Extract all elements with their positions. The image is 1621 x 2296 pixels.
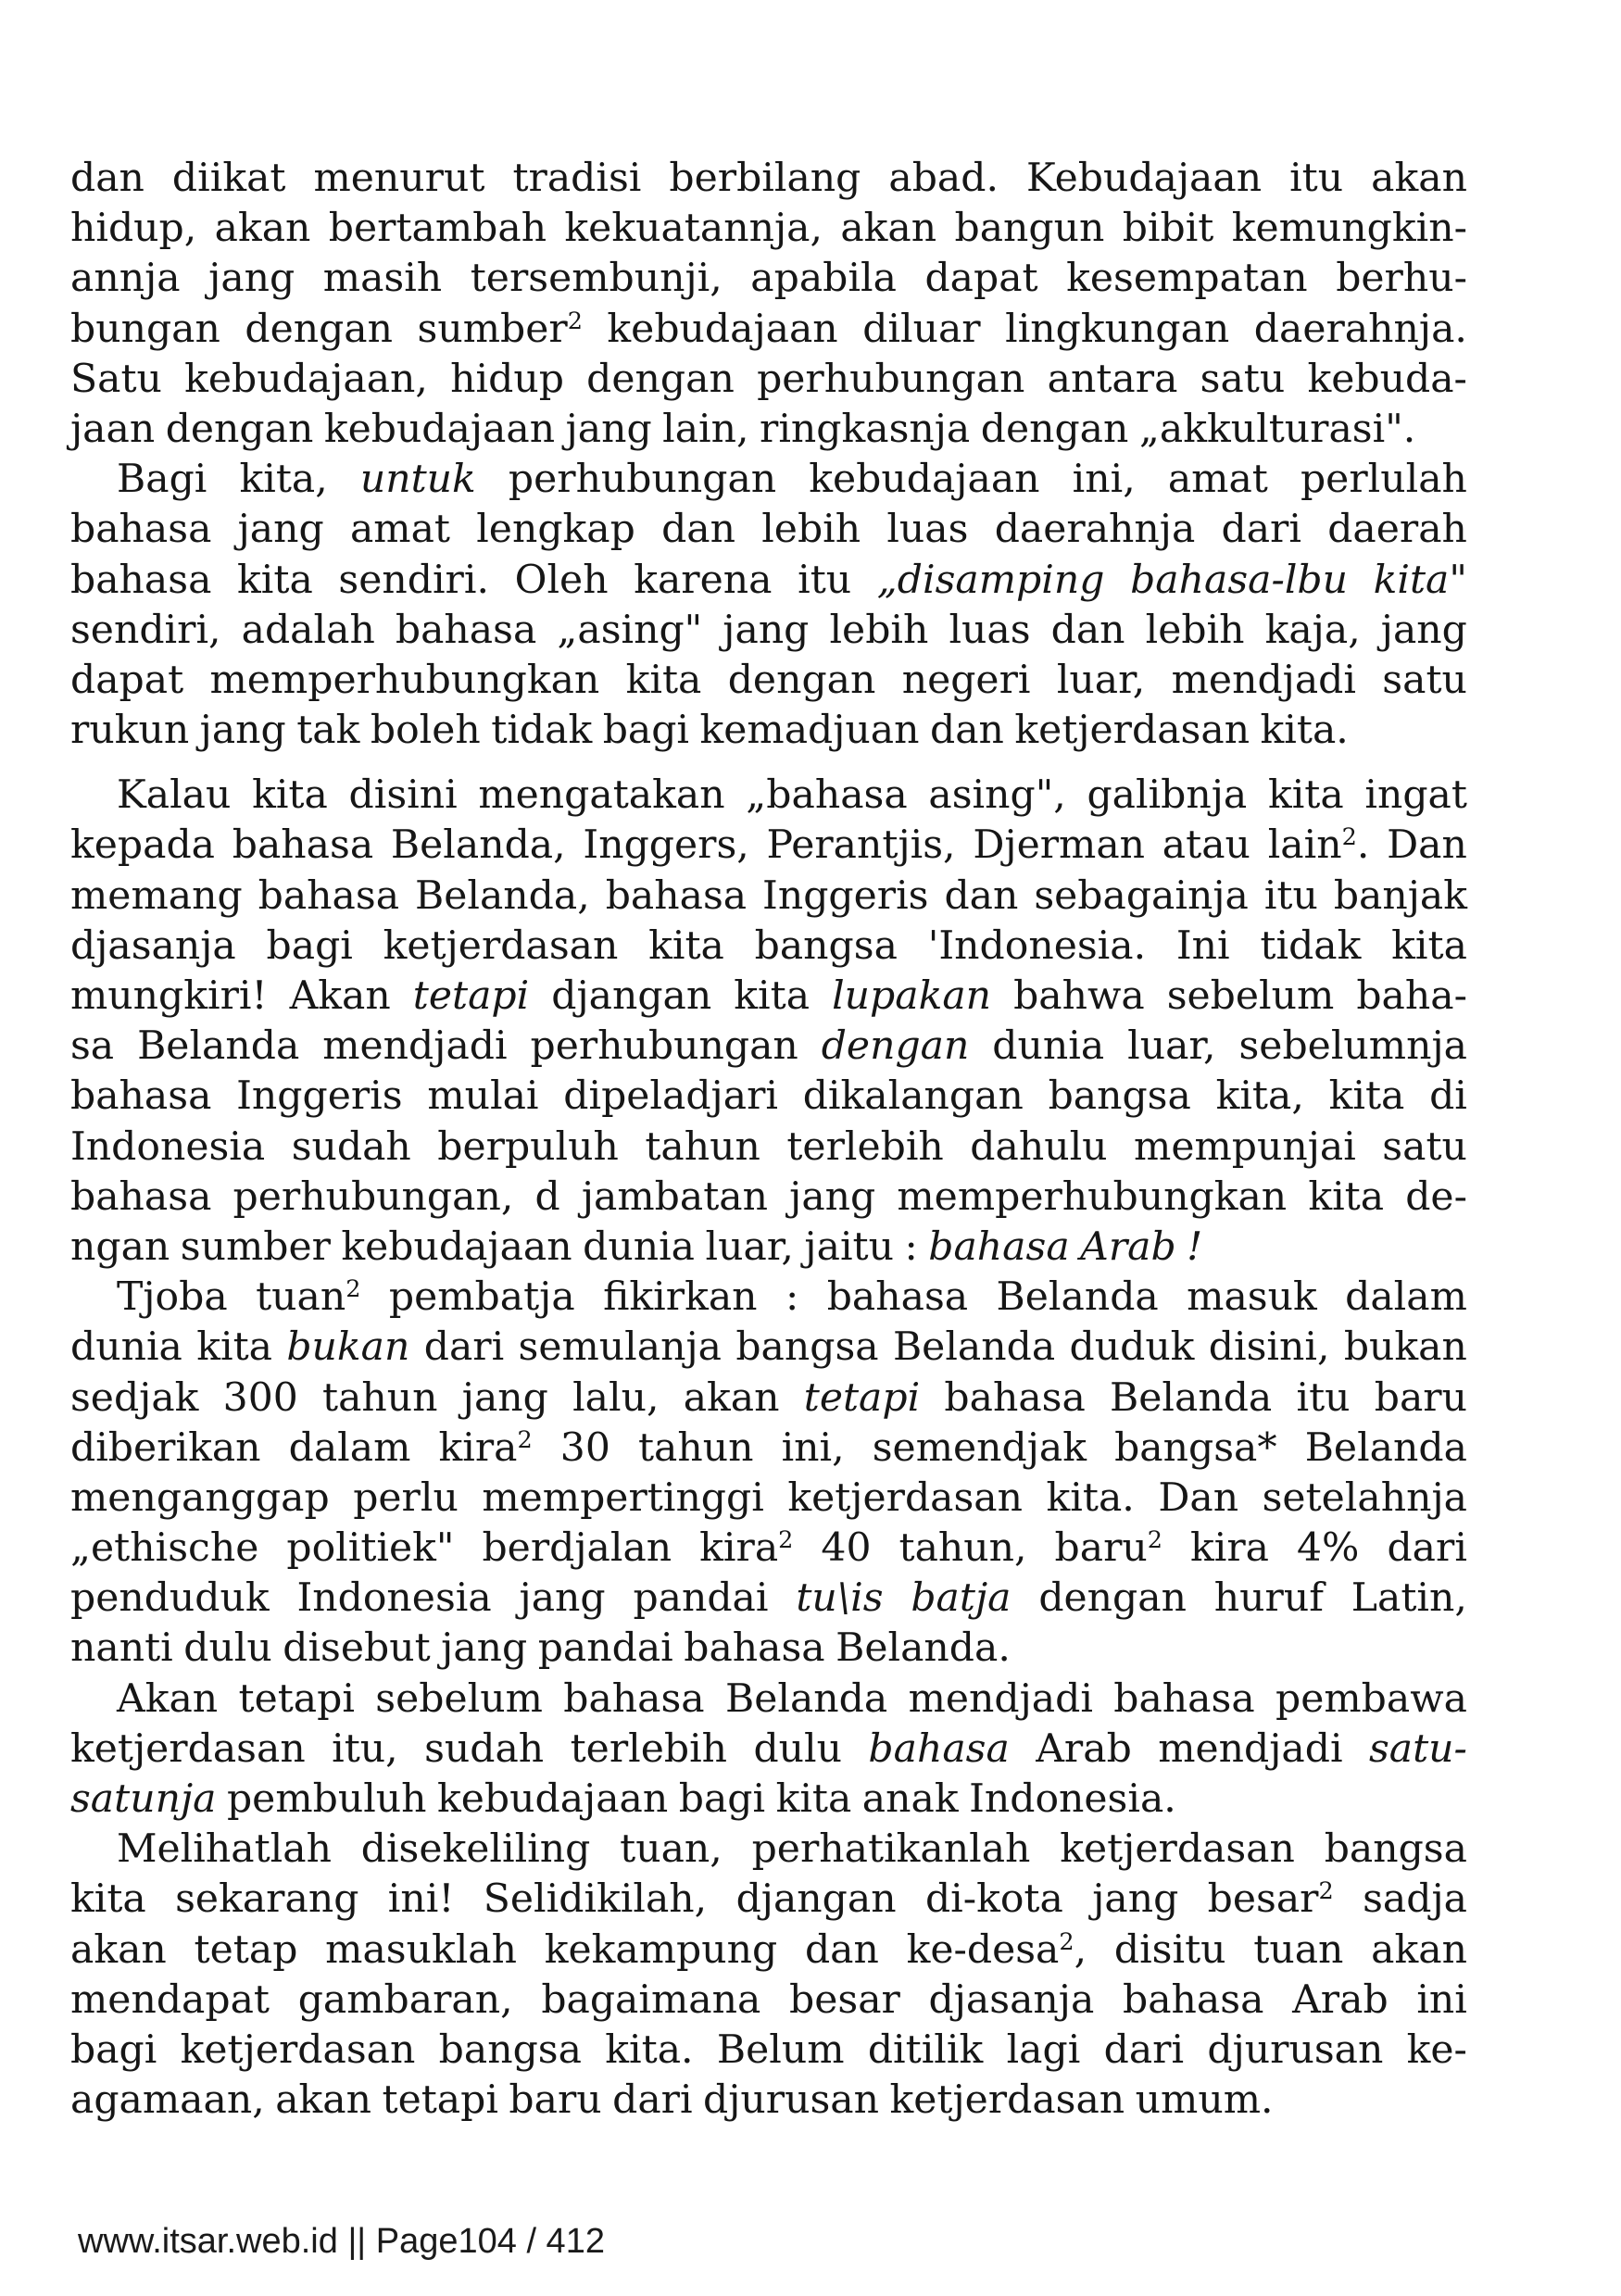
text-line: bungan dengan sumber$^2$ kebudajaan diluar lingkungan daerahnja. (70, 306, 1467, 352)
text-line: Kalau kita disini mengatakan „bahasa asing", galibnja kita ingat (117, 772, 1467, 819)
text-line: sa Belanda mendjadi perhubungan dengan dunia luar, sebelumnja (70, 1023, 1467, 1070)
text-line: kita sekarang ini! Selidikilah, djangan di-kota jang besar$^2$ sadja (70, 1876, 1467, 1923)
text-line: Indonesia sudah berpuluh tahun terlebih dahulu mempunjai satu (70, 1123, 1467, 1170)
text-line: dan diikat menurut tradisi berbilang abad. Kebudajaan itu akan (70, 156, 1467, 201)
text-line: Melihatlah disekeliling tuan, perhatikanlah ketjerdasan bangsa (117, 1826, 1467, 1873)
text-line: jaan dengan kebudajaan jang lain, ringkasnja dengan „akkulturasi". (70, 406, 1416, 452)
text-line: Akan tetapi sebelum bahasa Belanda mendjadi bahasa pembawa (117, 1675, 1467, 1722)
text-line: satunja pembuluh kebudajaan bagi kita anak Indonesia. (70, 1776, 1176, 1822)
text-line: dunia kita bukan dari semulanja bangsa Belanda duduk disini, bukan (70, 1324, 1467, 1371)
text-line: bagi ketjerdasan bangsa kita. Belum ditilik lagi dari djurusan ke- (70, 2026, 1467, 2073)
text-line: hidup, akan bertambah kekuatannja, akan bangun bibit kemungkin- (70, 206, 1467, 252)
text-line: dapat memperhubungkan kita dengan negeri luar, mendjadi satu (70, 657, 1467, 703)
text-line: bahasa kita sendiri. Oleh karena itu „disamping bahasa-lbu kita" (70, 557, 1467, 603)
page-footer: www.itsar.web.id || Page104 / 412 (78, 2222, 605, 2261)
text-line: nanti dulu disebut jang pandai bahasa Belanda. (70, 1625, 1011, 1672)
text-line: Bagi kita, untuk perhubungan kebudajaan ini, amat perlulah (117, 457, 1467, 503)
text-line: kepada bahasa Belanda, Inggers, Perantjis, Djerman atau lain$^2$. Dan (70, 822, 1467, 869)
text-line: memang bahasa Belanda, bahasa Inggeris dan sebagainja itu banjak (70, 872, 1467, 919)
text-line: diberikan dalam kira$^2$ 30 tahun ini, semendjak bangsa* Belanda (70, 1424, 1467, 1471)
text-line: mungkiri! Akan tetapi djangan kita lupakan bahwa sebelum baha- (70, 973, 1467, 1019)
text-line: annja jang masih tersembunji, apabila dapat kesempatan berhu- (70, 256, 1467, 302)
text-line: bahasa Inggeris mulai dipeladjari dikalangan bangsa kita, kita di (70, 1073, 1467, 1120)
text-line: ketjerdasan itu, sudah terlebih dulu bahasa Arab mendjadi satu- (70, 1725, 1467, 1772)
text-line: penduduk Indonesia jang pandai tu\is batja dengan huruf Latin, (70, 1575, 1467, 1622)
text-line: Satu kebudajaan, hidup dengan perhubungan antara satu kebuda- (70, 356, 1467, 402)
text-line: ngan sumber kebudajaan dunia luar, jaitu : bahasa Arab ! (70, 1223, 1203, 1270)
text-line: bahasa jang amat lengkap dan lebih luas daerahnja dari daerah (70, 507, 1467, 553)
body-text (70, 154, 1467, 2126)
text-line: sedjak 300 tahun jang lalu, akan tetapi bahasa Belanda itu baru (70, 1374, 1467, 1421)
text-line: akan tetap masuklah kekampung dan ke-desa$^2$, disitu tuan akan (70, 1926, 1467, 1973)
text-line: djasanja bagi ketjerdasan kita bangsa 'Indonesia. Ini tidak kita (70, 922, 1467, 969)
text-line: rukun jang tak boleh tidak bagi kemadjuan dan ketjerdasan kita. (70, 708, 1349, 754)
text-line: bahasa perhubungan, d jambatan jang memperhubungkan kita de- (70, 1173, 1467, 1220)
text-line: menganggap perlu mempertinggi ketjerdasan kita. Dan setelahnja (70, 1474, 1467, 1521)
text-line: mendapat gambaran, bagaimana besar djasanja bahasa Arab ini (70, 1976, 1467, 2023)
text-line: Tjoba tuan$^2$ pembatja fikirkan : bahasa Belanda masuk dalam (117, 1274, 1467, 1321)
text-line: „ethische politiek" berdjalan kira$^2$ 40 tahun, baru$^2$ kira 4% dari (70, 1525, 1467, 1572)
text-line: sendiri, adalah bahasa „asing" jang lebih luas dan lebih kaja, jang (70, 607, 1467, 653)
text-line: agamaan, akan tetapi baru dari djurusan ketjerdasan umum. (70, 2077, 1274, 2124)
